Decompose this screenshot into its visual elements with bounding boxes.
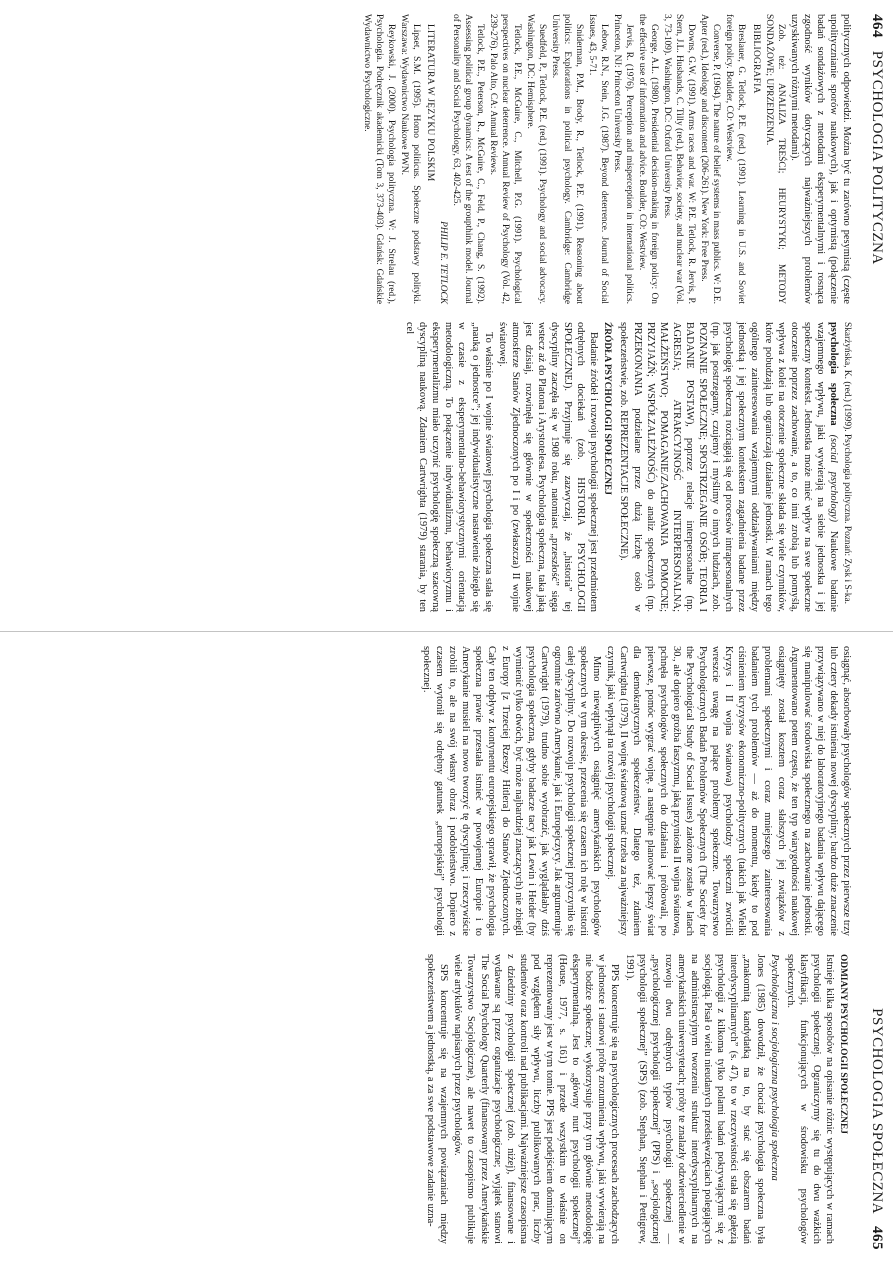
left-column xyxy=(419,646,853,936)
paragraph: SPS koncentruje się na wzajemnych powiązaniach między społeczeństwem a jednostką, a za swe podstawowe zadanie uzna- xyxy=(425,954,450,1244)
paragraph: PPS koncentruje się na psychologicznych procesach zachodzących w jednostce i stanowi próbę zrozumienia wpływu, jaki wywierają na nie bodźce społeczne; wykorzystuje przy tym głównie metodologię eksperymentalną. Jest to „główny nurt psychologii społecznej” (House, 1977, s. 161) i przede wszystkim to właśnie on reprezentowany jest w tym tomie. PPS jest podejściem dominującym pod względem siły wpływu, liczby publikowanych prac, liczby studentów oraz kontroli nad publikacjami. Najważniejsze czasopisma z dziedziny psychologii społecznej (zob. niżej), finansowane i wydawane są przez organizacje psychologiczne; wyjątek stanowi The Social Psychology Quarterly (finansowany przez Amerykańskie Towarzystwo Socjologiczne), ale nawet to czasopismo publikuje wiele artykułów napisanych przez psychologów. xyxy=(452,954,621,1244)
bib-entry: Suedfeld, P., Tetlock, P.E. (red.) (1991). Psychology and social advocacy. Washington, DC: Hemisphere. xyxy=(525,14,548,304)
author-signature: PHILIP E. TETLOCK xyxy=(438,221,449,304)
paragraph: Badanie źródeł i rozwoju psychologii społecznej jest przedmiotem odrębnych dociekań (zob. HISTORIA PSYCHOLOGII SPOŁECZNEJ). Przyjmuje się zazwyczaj, że „historia” tej dyscypliny zaczęła się w 1908 roku, natomiast „przeszłość” sięga wstecz aż do Platona i Arystotelesa. Psychologia społeczna, taka jaką jest dzisiaj, rozwinęła się głównie w społeczności naukowej atmosferze Stanów Zjednoczonych po I i po (zwłaszcza) II wojnie światowej. xyxy=(496,322,600,612)
entry-term-english: (social psychology) xyxy=(828,434,839,522)
paragraph: osiągnąć, absorbowały psychologów społecznych przez pierwsze trzy lub cztery dekady istnienia nowej dyscypliny; bardzo duże znaczenie przywiązywano w niej do laboratoryjnego badania wpływu dającego się manipulować środowiska społecznego na zachowanie jednostki. Argumentowano potem często, że ten typ wiarygodności naukowej osiągnięty został kosztem coraz słabszych jej związków z problemami społecznymi i coraz mniejszego zainteresowania badaniem tych problemów — aż do momentu, kiedy to pod ciśnieniem kryzysów ekonomiczno-politycznych (takich jak Wielki Kryzys i II wojna światowa) psycholodzy społeczni zwrócili wreszcie uwagę na palące problemy społeczne. Towarzystwo Psychologicznych Badań Problemów Społecznych (The Society for the Psychological Study of Social Issues) założone zostało w latach 30., ale dopiero groźba faszyzmu, jaką przyniosła II wojna światowa, pchnęła psychologów społecznych do działania i próbowali, po pierwsze, pomóc wygrać wojnę, a następnie planować lepszy świat dla demokratycznych społeczeństw. Dlatego też, zdaniem Cartwrighta (1979), II wojnę światową uznać trzeba za najważniejszy czynnik, jaki wpłynął na rozwój psychologii społecznej. xyxy=(605,646,852,936)
paragraph: politycznych odpowiedzi. Można być tu zarówno pesymistą (częste upolitycznianie sporów naukowych), jak i optymistą (połączenie badań sondażowych z metodami eksperymentalnymi i rosnąca zgodność wyników dotyczących najważniejszych problemów uzyskiwanych różnymi metodami). xyxy=(788,14,852,304)
bib-entry: Tetlock, P.E., McGuire, C., Mitchell, P.G. (1991). Psychological perspectives on nuclear deterrence. Annual Review of Psychology (Vol. 42, 239-276). Palo Alto, CA: Annual Reviews. xyxy=(488,14,523,304)
bib-entry: Sniderman, P.M., Brody, R., Tetlock, P.E. (1991). Reasoning about politics: Explorations in political psychology. Cambridge: Cambridge University Press. xyxy=(550,14,585,304)
page-number: 465 xyxy=(869,1226,885,1250)
entry-text: Naukowe badanie wzajemnego wpływu, jaki wywierają na siebie jednostka i jej społeczny kontekst. Jednostka może mieć wpływ na swe społeczne otoczenie poprzez zachowanie, a to, co inni zrobią lub pomyślą, wpływa z kolei na otoczenie społeczne składa się wiele czynników, które pobudzają lub ograniczają działanie jednostki. W ramach tego ogólnego zainteresowania wzajemnymi oddziaływaniami między jednostką i jej społecznym kontekstem zagadnienia badane przez psychologię społeczną rozciągają się od procesów intrapersonalnych (np. jak postrzegamy, czujemy i myślimy o innych ludziach, zob. POZNANIE SPOŁECZNE; SPOSTRZEGANIE OSÓB; TEORIA I BADANIE POSTAW), poprzez relacje interpersonalne (np. AGRESJA; ATRAKCYJNOŚĆ INTERPERSONALNA; MAŁŻEŃSTWO; POMAGANIE/ZACHOWANIA POMOCNE; PRZYJAŹŃ; WSPÓŁZALEŻNOŚĆ) do analiz społecznych (np. PRZEKONANIA podzielane przez dużą liczbę osób w społeczeństwie, zob. REPREZENTACJE SPOŁECZNE). xyxy=(618,322,839,612)
left-column xyxy=(360,14,853,304)
bib-entry: Jervis, R. (1976). Perception and misperception in international politics. Princeton, NJ: Princeton University Press. xyxy=(612,14,635,304)
bib-entry: George, A.L. (1980). Presidential decision-making in foreign policy: On the effective use of information and advice. Boulder, CO: Westview. xyxy=(637,14,660,304)
header-right xyxy=(868,1008,885,1250)
see-also: Zob. też: ANALIZA TREŚCI; HEURYSTYKI; METODY SONDAŻOWE; UPRZEDZENIA. xyxy=(763,14,786,304)
sub-heading: Psychologiczna i socjologiczna psychologia społeczna xyxy=(768,954,780,1181)
section-heading: ŹRÓDŁA PSYCHOLOGII SPOŁECZNEJ xyxy=(602,322,613,495)
bib-entry: Lebow, R.N., Stein, J.G. (1987). Beyond deterrence. Journal of Social Issues, 43, 5-71. xyxy=(587,14,610,304)
page-header xyxy=(863,14,885,618)
paragraph: Jones (1985) dowodził, że chociaż psychologia społeczna była „znakomitą kandydatką na to, by stać się obszarem badań interdyscyplinarnych” (s. 47), to w rzeczywistości stała się gałęzią psychologii z kilkoma tylko polami badań pokrywającymi się z socjologią. Pisał o wielu nieudanych przedsięwzięciach polegających na administracyjnym tworzeniu struktur interdyscyplinarnych na amerykańskich uniwersytetach; próby te znalazły odzwierciedlenie w rozwoju dwu odrębnych typów psychologii społecznej — „psychologicznej psychologii społecznej” (PPS) i „socjologicznej psychologii społecznej” (SPS) (zob. Stephan, Stephan i Pettigrew, 1991). xyxy=(623,954,766,1244)
paragraph: Istnieje kilka sposobów na opisanie różnic występujących w ramach psychologii społecznej. Ograniczymy się tu do dwu ważkich klasyfikacji, funkcjonujących w środowisku psychologów społecznych. xyxy=(784,954,835,1244)
page-number: 464 xyxy=(869,14,885,38)
running-title: PSYCHOLOGIA POLITYCZNA xyxy=(869,50,885,265)
paragraph: To właśnie po I wojnie światowej psychologia społeczna stała się „nauką o jednostce”; jej indywidualistyczne nastawienie zbiegło się w czasie z eksperymentalno-behawiorystycznymi orientacją metodologiczną. To połączenie indywidualizmu, behawioryzmu i eksperymentalizmu miało uczynić psychologię społeczną szacowną dyscypliną naukową. Zdaniem Cartwrighta (1979) starania, by ten cel xyxy=(404,322,494,612)
bibliography-heading: BIBLIOGRAFIA xyxy=(750,24,761,94)
bib-entry: Converse, P. (1964). The nature of belief systems in mass publics. W: D.E. Apter (red.), Ideology and discontent (206-261). New York: Free Press. xyxy=(699,14,722,304)
bib-entry: Tetlock, P.E., Peterson, R., McGuire, C., Feld, P., Chang, S. (1992). Assessing political group dynamics: A test of the groupthink model. Journal of Personality and Social Psychology, 63, 402-425. xyxy=(451,14,486,304)
lower-page-region xyxy=(0,632,893,1263)
section-heading: ODMIANY PSYCHOLOGII SPOŁECZNEJ xyxy=(838,954,848,1134)
right-column xyxy=(423,954,853,1244)
paragraph: Mimo niewątpliwych osiągnięć amerykańskich psychologów społecznych w tym okresie, przecenia się czasem ich rolę w historii całej dyscypliny. Do rozwoju psychologii społecznej przyczyniło się ogromnie zarówno Amerykanie, jak i Europejczycy. Jak argumentuje Cartwright (1979), trudno sobie wyobrazić, jak wyglądałaby dziś psychologia społeczna, gdyby badacze tacy jak Lewin i Heider (by wymienić tylko dwóch, być może najbardziej znaczących) nie zbiegli z Europy [z Trzeciej Rzeszy Hitlera] do Stanów Zjednoczonych. Cały ten odpływ z kontynentu europejskiego sprawił, że psychologia społeczna prawie przestała istnieć w powojennej Europie i to Amerykanie musieli na nowo tworzyć tę dyscyplinę; i rzeczywiście zrobili to, ale na swój własny obraz i podobieństwo. Dopiero z czasem wytonił się odrębny gatunek „europejskiej” psychologii społecznej. xyxy=(421,646,603,936)
page-header xyxy=(863,646,885,1250)
entry-term: psychologia społeczna xyxy=(828,322,839,426)
top-reference: Skarżyńska, K. (red.) (1999). Psychologia polityczna. Poznań: Zysk i S-ka. xyxy=(842,322,852,604)
entry-paragraph xyxy=(617,322,840,612)
running-title: PSYCHOLOGIA SPOŁECZNA xyxy=(869,1008,885,1214)
bib-entry: Breslauer, G. Tetlock, P.E. (red.) (1991). Learning in U.S. and Soviet foreign policy. Boulder, CO: Westview. xyxy=(724,14,747,304)
bib-entry: Lipset, S.M. (1995). Homo politicus. Społeczne podstawy polityki. Warszawa: Wydawnictwo Naukowe PWN. xyxy=(399,14,422,304)
page-465 xyxy=(0,632,893,1263)
right-column xyxy=(402,322,853,612)
polish-bibliography-heading: LITERATURA W JĘZYKU POLSKIM xyxy=(425,24,436,182)
bib-entry: Downs, G.W. (1991). Arms races and war. W: P.E. Tetlock, R. Jervis, P. Stern, J.L. Husbands, C. Tilly (red.), Behavior, society, and nuclear war (Vol. 3, 73-109). Washington, DC: Oxford University Press. xyxy=(662,14,697,304)
bib-entry: Reykowski, J. (2000). Psychologia polityczna. W: J. Strelau (red.), Psychologia. Podręcznik akademicki (Tom 3, 373-403). Gdańsk: Gdańskie Wydawnictwo Psychologiczne. xyxy=(362,14,397,304)
